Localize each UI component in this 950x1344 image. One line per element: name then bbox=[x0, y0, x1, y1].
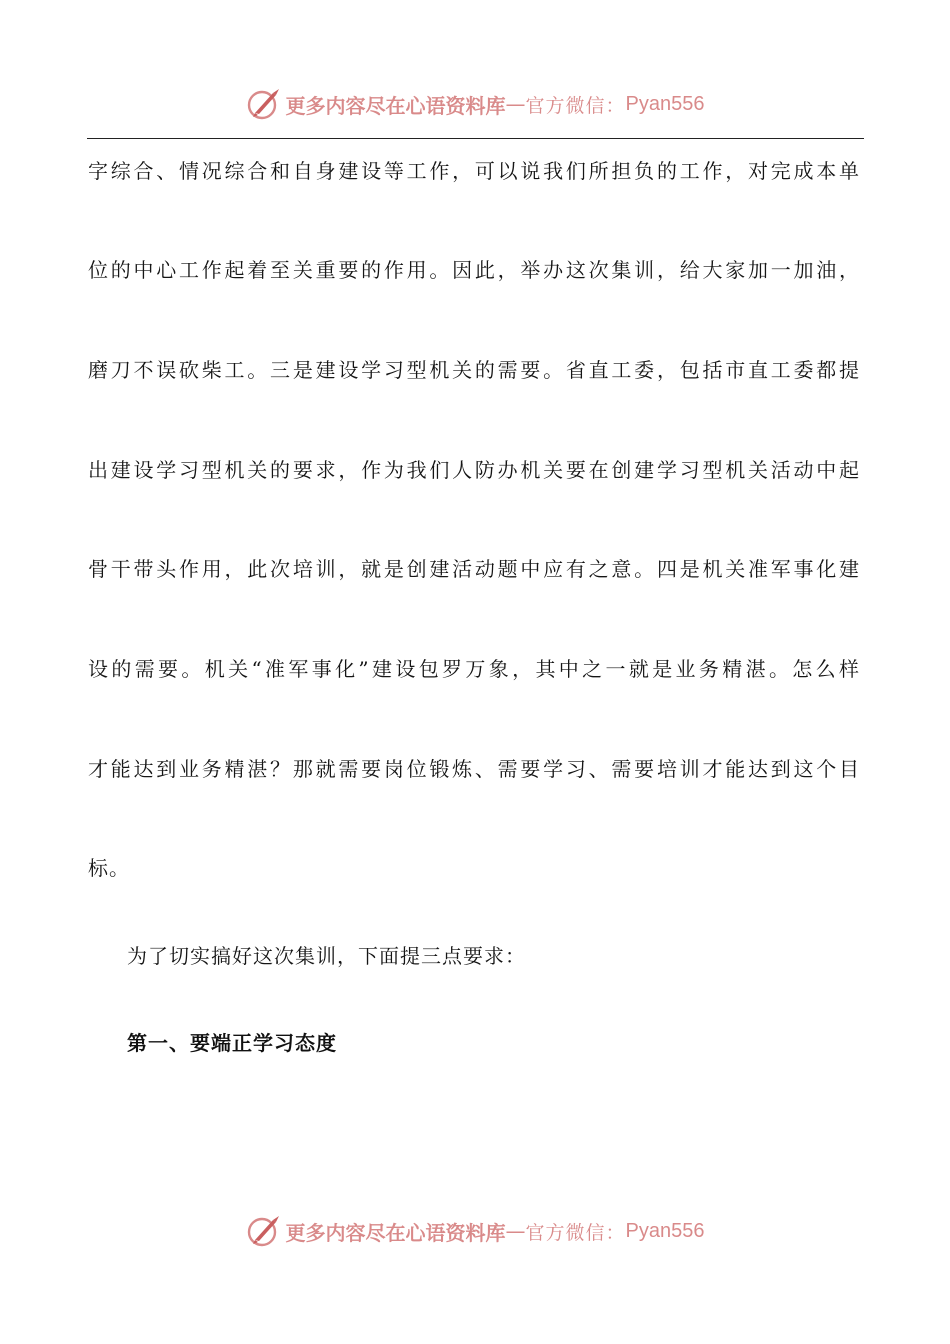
footer-official-text: 官方微信： bbox=[525, 1221, 626, 1244]
section-heading: 第一、要端正学习态度 bbox=[127, 1031, 337, 1055]
quill-logo-icon bbox=[246, 1213, 282, 1249]
header-divider bbox=[87, 138, 864, 139]
header-banner bbox=[0, 84, 950, 124]
paragraph-line-2: 位的中心工作起着至关重要的作用。因此，举办这次集训，给大家加一加油， bbox=[88, 258, 860, 282]
header-brand-text: 更多内容尽在心语资料库 bbox=[285, 93, 506, 118]
paragraph-line-1: 字综合、情况综合和自身建设等工作，可以说我们所担负的工作，对完成本单 bbox=[88, 159, 860, 183]
paragraph-line-6: 设的需要。机关“准军事化”建设包罗万象，其中之一就是业务精湛。怎么样 bbox=[88, 657, 860, 681]
paragraph-line-8: 标。 bbox=[88, 856, 130, 880]
footer-brand-text: 更多内容尽在心语资料库 bbox=[285, 1220, 506, 1245]
paragraph-line-7: 才能达到业务精湛？那就需要岗位锻炼、需要学习、需要培训才能达到这个目 bbox=[88, 757, 860, 781]
footer-wechat-id: Pyan556 bbox=[625, 1219, 705, 1242]
paragraph-line-4: 出建设学习型机关的要求，作为我们人防办机关要在创建学习型机关活动中起 bbox=[88, 458, 860, 482]
paragraph-line-3: 磨刀不误砍柴工。三是建设学习型机关的需要。省直工委，包括市直工委都提 bbox=[88, 358, 860, 382]
header-official-text: 官方微信： bbox=[525, 94, 626, 117]
quill-logo-icon bbox=[246, 86, 282, 122]
footer-banner bbox=[0, 1211, 950, 1251]
intro-line: 为了切实搞好这次集训，下面提三点要求： bbox=[127, 944, 526, 968]
paragraph-line-5: 骨干带头作用，此次培训，就是创建活动题中应有之意。四是机关准军事化建 bbox=[88, 557, 860, 581]
footer-dash: — bbox=[505, 1219, 526, 1243]
header-wechat-id: Pyan556 bbox=[625, 92, 705, 115]
header-dash: — bbox=[505, 92, 526, 116]
